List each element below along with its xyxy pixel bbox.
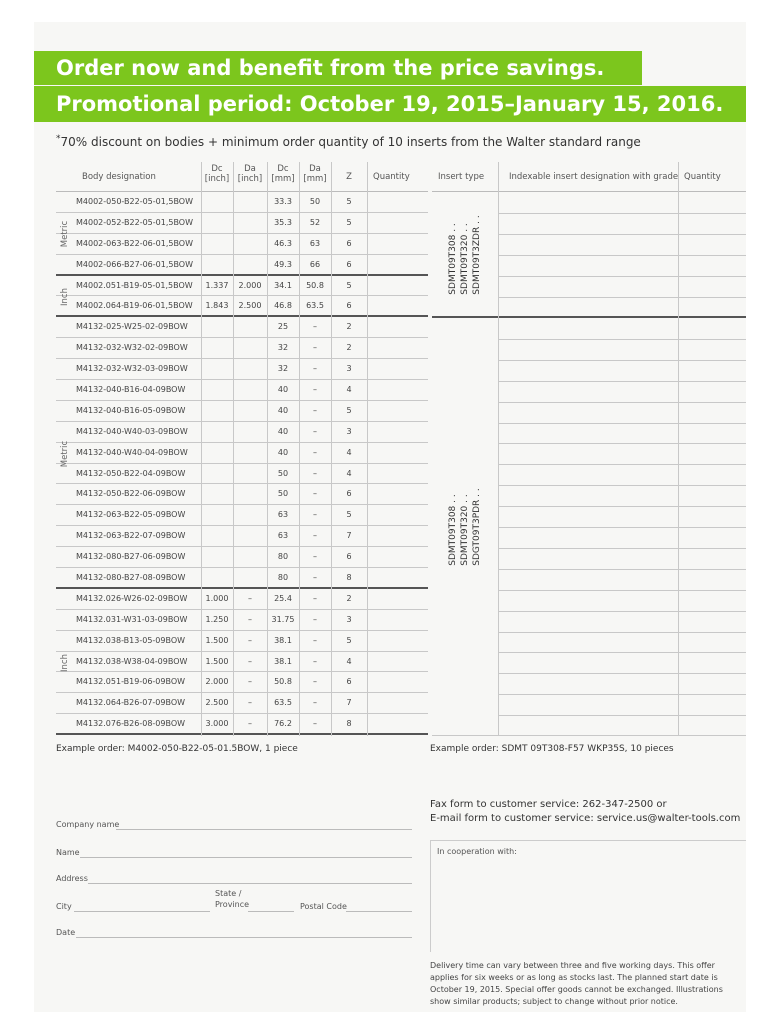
header-da-inch-unit: [inch]: [237, 174, 263, 184]
da-mm: 52: [309, 217, 321, 227]
da-mm: –: [313, 656, 317, 666]
body-designation: M4132-032-W32-02-09BOW: [76, 343, 188, 353]
insert-quantity-cell[interactable]: [679, 443, 745, 463]
da-inch: –: [248, 614, 252, 624]
date-label: Date: [56, 928, 76, 937]
body-designation: M4132-080-B27-06-09BOW: [76, 552, 186, 562]
insert-quantity-cell[interactable]: [679, 694, 745, 714]
dc-mm: 38.1: [274, 635, 292, 645]
insert-quantity-cell[interactable]: [679, 360, 745, 380]
da-mm: –: [313, 447, 317, 457]
body-designation: M4132.051-B19-06-09BOW: [76, 677, 186, 687]
z-value: 8: [346, 573, 352, 583]
address-label: Address: [56, 874, 88, 883]
z-value: 6: [346, 552, 352, 562]
city-field[interactable]: [74, 911, 210, 912]
insert-type: SDMT09T320 . .: [460, 223, 470, 295]
dc-inch: 1.843: [205, 301, 229, 311]
dc-mm: 35.3: [274, 217, 292, 227]
insert-quantity-cell[interactable]: [679, 548, 745, 568]
dc-mm: 50.8: [274, 677, 292, 687]
insert-designation-cell[interactable]: [499, 360, 677, 380]
insert-quantity-cell[interactable]: [679, 506, 745, 526]
date-field[interactable]: [76, 937, 412, 938]
da-inch: 2.500: [238, 301, 262, 311]
insert-designation-cell[interactable]: [499, 255, 677, 275]
insert-type: SDMT09T308 . .: [448, 223, 458, 295]
insert-quantity-cell[interactable]: [679, 632, 745, 652]
z-value: 7: [346, 531, 352, 541]
da-inch: –: [248, 719, 252, 729]
table-row: [56, 213, 428, 234]
dc-mm: 50: [277, 468, 289, 478]
body-designation: M4002-050-B22-05-01,5BOW: [76, 197, 194, 206]
insert-designation-cell[interactable]: [499, 423, 677, 443]
body-designation: M4132-040-W40-04-09BOW: [76, 447, 188, 457]
body-designation: M4132-040-W40-03-09BOW: [76, 426, 188, 436]
insert-type: SDMT09T320 . .: [460, 494, 470, 566]
insert-quantity-cell[interactable]: [679, 590, 745, 610]
z-value: 6: [346, 238, 352, 248]
z-value: 6: [346, 489, 352, 499]
da-mm: 63.5: [306, 301, 324, 311]
da-mm: –: [313, 531, 317, 541]
dc-inch: 1.500: [205, 635, 229, 645]
body-designation: M4132.076-B26-08-09BOW: [76, 719, 186, 729]
insert-designation-cell[interactable]: [499, 443, 677, 463]
da-mm: –: [313, 593, 317, 603]
dc-mm: 25: [277, 322, 289, 332]
header-da-mm-unit: [mm]: [303, 174, 327, 184]
da-mm: –: [313, 343, 317, 353]
da-mm: –: [313, 573, 317, 583]
table-row: [56, 714, 428, 735]
postal-code-label: Postal Code: [300, 902, 347, 911]
insert-block-2: [432, 318, 746, 736]
fax-line: Fax form to customer service: 262-347-2500 or: [430, 799, 667, 810]
insert-types-1: [432, 192, 498, 318]
insert-type: SDMT09T3ZDR . .: [472, 215, 482, 295]
body-designation: M4132.038-W38-04-09BOW: [76, 656, 188, 666]
body-designation: M4002-063-B22-06-01,5BOW: [76, 238, 194, 248]
body-designation: M4132.026-W26-02-09BOW: [76, 593, 188, 603]
grid-line: [498, 162, 499, 736]
table-row: [56, 380, 428, 401]
table-row: [56, 422, 428, 443]
table-row: [56, 359, 428, 380]
insert-designation-cell[interactable]: [499, 569, 677, 589]
header-da-mm: [299, 164, 331, 184]
insert-designation-cell[interactable]: [499, 715, 677, 735]
header-insert-designation: Indexable insert designation with grade: [509, 172, 679, 182]
insert-type-list-2: [447, 488, 483, 566]
da-mm: –: [313, 552, 317, 562]
grid-line: [678, 162, 679, 736]
postal-code-field[interactable]: [346, 911, 412, 912]
insert-quantity-cell[interactable]: [679, 402, 745, 422]
header-insert-type: Insert type: [438, 172, 485, 182]
dc-inch: 1.250: [205, 614, 229, 624]
insert-table: [432, 162, 746, 566]
side-label-inch-1: [56, 276, 74, 318]
insert-quantity-cell[interactable]: [679, 255, 745, 275]
z-value: 6: [346, 677, 352, 687]
dc-mm: 63: [277, 510, 289, 520]
da-mm: –: [313, 322, 317, 332]
header-dc-inch: [201, 164, 233, 184]
z-value: 3: [346, 614, 352, 624]
dc-mm: 33.3: [274, 197, 292, 206]
da-inch: –: [248, 635, 252, 645]
z-value: 4: [346, 468, 352, 478]
insert-designation-cell[interactable]: [499, 548, 677, 568]
da-mm: 50.8: [306, 280, 324, 290]
dc-mm: 80: [277, 573, 289, 583]
discount-note-text: 70% discount on bodies + minimum order quantity of 10 inserts from the Walter standard range: [60, 135, 641, 149]
z-value: 4: [346, 385, 352, 395]
dc-inch: 1.000: [205, 593, 229, 603]
insert-designation-cell[interactable]: [499, 673, 677, 693]
group-m4132: [56, 317, 428, 735]
z-value: 8: [346, 719, 352, 729]
da-mm: –: [313, 698, 317, 708]
discount-note: [56, 134, 641, 149]
dc-mm: 32: [277, 364, 289, 374]
z-value: 5: [346, 280, 352, 290]
da-mm: –: [313, 385, 317, 395]
insert-quantity-cell[interactable]: [679, 339, 745, 359]
dc-mm: 50: [277, 489, 289, 499]
side-label-metric-2: [56, 318, 74, 590]
table-row: [56, 255, 428, 276]
z-value: 6: [346, 259, 352, 269]
table-row: [56, 464, 428, 485]
insert-quantity-cell[interactable]: [679, 297, 745, 317]
header-da-mm-label: Da: [309, 164, 321, 174]
insert-designation-cell[interactable]: [499, 402, 677, 422]
group-m4002: [56, 192, 428, 317]
table-row: [56, 484, 428, 505]
header-dc-mm: [267, 164, 299, 184]
da-mm: –: [313, 635, 317, 645]
body-designation: M4132-050-B22-04-09BOW: [76, 468, 186, 478]
da-mm: –: [313, 489, 317, 499]
banner-line-1: Order now and benefit from the price savings.: [34, 51, 642, 85]
contact-info: [430, 798, 740, 826]
header-insert-quantity: Quantity: [684, 172, 721, 182]
insert-quantity-cell[interactable]: [679, 527, 745, 547]
fine-print: Delivery time can vary between three and five working days. This offer applies for six weeks or as long as stocks last. The planned start date is October 19, 2015. Special offer goods cannot be exchanged. Illustrations show similar products; subject to change without prior notice.: [430, 961, 723, 1006]
body-designation: M4132-080-B27-08-09BOW: [76, 573, 186, 583]
header-dc-mm-unit: [mm]: [271, 174, 295, 184]
da-mm: –: [313, 364, 317, 374]
insert-designation-cell[interactable]: [499, 632, 677, 652]
example-order-body: Example order: M4002-050-B22-05-01.5BOW, 1 piece: [56, 744, 298, 754]
table-row: [56, 505, 428, 526]
insert-designation-cell[interactable]: [499, 318, 677, 338]
insert-block-1: [432, 192, 746, 318]
insert-designation-cell[interactable]: [499, 464, 677, 484]
da-inch: –: [248, 677, 252, 687]
da-inch: 2.000: [238, 280, 262, 290]
body-designation: M4132-032-W32-03-09BOW: [76, 364, 188, 374]
insert-quantity-cell[interactable]: [679, 381, 745, 401]
dc-inch: 2.500: [205, 698, 229, 708]
insert-designation-cell[interactable]: [499, 611, 677, 631]
insert-table-header: [432, 162, 746, 192]
da-mm: –: [313, 614, 317, 624]
header-body-designation: Body designation: [82, 172, 156, 182]
insert-designation-cell[interactable]: [499, 527, 677, 547]
insert-quantity-cell[interactable]: [679, 276, 745, 296]
insert-designation-cell[interactable]: [499, 297, 677, 317]
dc-mm: 40: [277, 426, 289, 436]
company-name-label: Company name: [56, 820, 120, 829]
table-row: [56, 652, 428, 673]
insert-quantity-cell[interactable]: [679, 464, 745, 484]
banner-line-2: Promotional period: October 19, 2015–January 15, 2016.: [34, 86, 746, 122]
body-designation: M4132.038-B13-05-09BOW: [76, 635, 186, 645]
company-name-field[interactable]: [116, 829, 412, 830]
body-designation: M4002-052-B22-05-01,5BOW: [76, 217, 194, 227]
insert-designation-cell[interactable]: [499, 234, 677, 254]
da-mm: –: [313, 426, 317, 436]
insert-quantity-cell[interactable]: [679, 318, 745, 338]
header-da-inch-label: Da: [244, 164, 256, 174]
header-da-inch: [233, 164, 267, 184]
body-designation: M4132-040-B16-05-09BOW: [76, 405, 186, 415]
insert-quantity-cell[interactable]: [679, 652, 745, 672]
da-mm: –: [313, 677, 317, 687]
cooperation-box: [430, 840, 746, 952]
da-inch: –: [248, 698, 252, 708]
name-field[interactable]: [80, 857, 412, 858]
insert-quantity-cell[interactable]: [679, 192, 745, 212]
dc-mm: 80: [277, 552, 289, 562]
da-mm: 66: [309, 259, 321, 269]
insert-quantity-cell[interactable]: [679, 485, 745, 505]
header-dc-mm-label: Dc: [277, 164, 289, 174]
insert-types-2: [432, 318, 498, 736]
da-mm: 50: [309, 197, 321, 206]
z-value: 4: [346, 447, 352, 457]
header-dc-inch-unit: [inch]: [204, 174, 230, 184]
table-row: [56, 526, 428, 547]
z-value: 2: [346, 322, 352, 332]
state-province-label: State / Province: [215, 889, 250, 909]
body-designation: M4132-063-B22-05-09BOW: [76, 510, 186, 520]
da-mm: –: [313, 510, 317, 520]
table-row: [56, 610, 428, 631]
address-field[interactable]: [88, 883, 412, 884]
body-designation: M4132-063-B22-07-09BOW: [76, 531, 186, 541]
dc-mm: 38.1: [274, 656, 292, 666]
insert-designation-cell[interactable]: [499, 339, 677, 359]
table-row: [56, 192, 428, 213]
insert-designation-cell[interactable]: [499, 506, 677, 526]
side-label-inch-2: [56, 590, 74, 736]
dc-mm: 31.75: [271, 614, 295, 624]
insert-designation-cell[interactable]: [499, 192, 677, 212]
table-row: [56, 234, 428, 255]
z-value: 3: [346, 364, 352, 374]
dc-mm: 34.1: [274, 280, 292, 290]
insert-designation-cell[interactable]: [499, 652, 677, 672]
dc-mm: 32: [277, 343, 289, 353]
da-mm: –: [313, 468, 317, 478]
insert-designation-cell[interactable]: [499, 485, 677, 505]
z-value: 7: [346, 698, 352, 708]
table-row: [56, 568, 428, 589]
insert-quantity-cell[interactable]: [679, 423, 745, 443]
insert-designation-cell[interactable]: [499, 276, 677, 296]
side-label-metric-1: [56, 192, 74, 276]
insert-quantity-cell[interactable]: [679, 569, 745, 589]
body-designation: M4132-050-B22-06-09BOW: [76, 489, 186, 499]
dc-mm: 40: [277, 405, 289, 415]
z-value: 5: [346, 197, 352, 206]
dc-inch: 1.500: [205, 656, 229, 666]
header-dc-inch-label: Dc: [211, 164, 223, 174]
table-row: [56, 276, 428, 297]
insert-quantity-cell[interactable]: [679, 611, 745, 631]
dc-mm: 49.3: [274, 259, 292, 269]
body-designation: M4132-040-B16-04-09BOW: [76, 385, 186, 395]
body-designation: M4132.031-W31-03-09BOW: [76, 614, 188, 624]
table-row: [56, 672, 428, 693]
body-designation: M4002-066-B27-06-01,5BOW: [76, 259, 194, 269]
side-label-text: Inch: [60, 288, 70, 306]
z-value: 5: [346, 510, 352, 520]
side-label-text: Metric: [60, 220, 70, 248]
z-value: 5: [346, 217, 352, 227]
table-row: [56, 589, 428, 610]
dc-mm: 25.4: [274, 593, 292, 603]
z-value: 4: [346, 656, 352, 666]
insert-quantity-cell[interactable]: [679, 213, 745, 233]
insert-designation-cell[interactable]: [499, 694, 677, 714]
cooperation-label: In cooperation with:: [437, 847, 517, 856]
da-inch: –: [248, 656, 252, 666]
da-mm: 63: [309, 238, 321, 248]
body-designation: M4132-025-W25-02-09BOW: [76, 322, 188, 332]
example-order-insert: Example order: SDMT 09T308-F57 WKP35S, 10 pieces: [430, 744, 674, 754]
header-z: Z: [346, 172, 352, 182]
z-value: 5: [346, 635, 352, 645]
state-province-field[interactable]: [248, 911, 294, 912]
table-row: [56, 693, 428, 714]
dc-mm: 63: [277, 531, 289, 541]
body-designation: M4002.051-B19-05-01,5BOW: [76, 280, 193, 290]
insert-designation-cell[interactable]: [499, 590, 677, 610]
table-row: [56, 338, 428, 359]
insert-quantity-cell[interactable]: [679, 673, 745, 693]
header-quantity: Quantity: [373, 172, 410, 182]
insert-quantity-cell[interactable]: [679, 234, 745, 254]
dc-mm: 46.8: [274, 301, 292, 311]
z-value: 3: [346, 426, 352, 436]
order-form-sheet: [34, 22, 746, 1012]
table-row: [56, 317, 428, 338]
da-mm: –: [313, 405, 317, 415]
insert-type-list-1: [447, 215, 483, 294]
body-table: [56, 162, 428, 735]
dc-inch: 2.000: [205, 677, 229, 687]
insert-type: SDMT09T308 . .: [448, 494, 458, 566]
table-row: [56, 443, 428, 464]
city-label: City: [56, 902, 72, 911]
dc-inch: 3.000: [205, 719, 229, 729]
table-row: [56, 401, 428, 422]
name-label: Name: [56, 848, 80, 857]
z-value: 2: [346, 593, 352, 603]
insert-quantity-cell[interactable]: [679, 715, 745, 735]
z-value: 6: [346, 301, 352, 311]
dc-mm: 76.2: [274, 719, 292, 729]
body-designation: M4132.064-B26-07-09BOW: [76, 698, 186, 708]
side-label-text: Metric: [60, 440, 70, 468]
table-row: [56, 296, 428, 317]
dc-mm: 40: [277, 447, 289, 457]
z-value: 2: [346, 343, 352, 353]
da-mm: –: [313, 719, 317, 729]
side-label-text: Inch: [60, 654, 70, 672]
dc-mm: 63.5: [274, 698, 292, 708]
z-value: 5: [346, 405, 352, 415]
body-table-header: [56, 162, 428, 192]
insert-designation-cell[interactable]: [499, 213, 677, 233]
da-inch: –: [248, 593, 252, 603]
dc-inch: 1.337: [205, 280, 229, 290]
email-line: E-mail form to customer service: service.us@walter-tools.com: [430, 813, 741, 824]
footnote-star: *: [56, 134, 61, 144]
insert-designation-cell[interactable]: [499, 381, 677, 401]
dc-mm: 46.3: [274, 238, 292, 248]
dc-mm: 40: [277, 385, 289, 395]
table-row: [56, 631, 428, 652]
body-designation: M4002.064-B19-06-01,5BOW: [76, 301, 193, 311]
table-row: [56, 547, 428, 568]
insert-type: SDGT09T3PDR . .: [472, 488, 482, 566]
